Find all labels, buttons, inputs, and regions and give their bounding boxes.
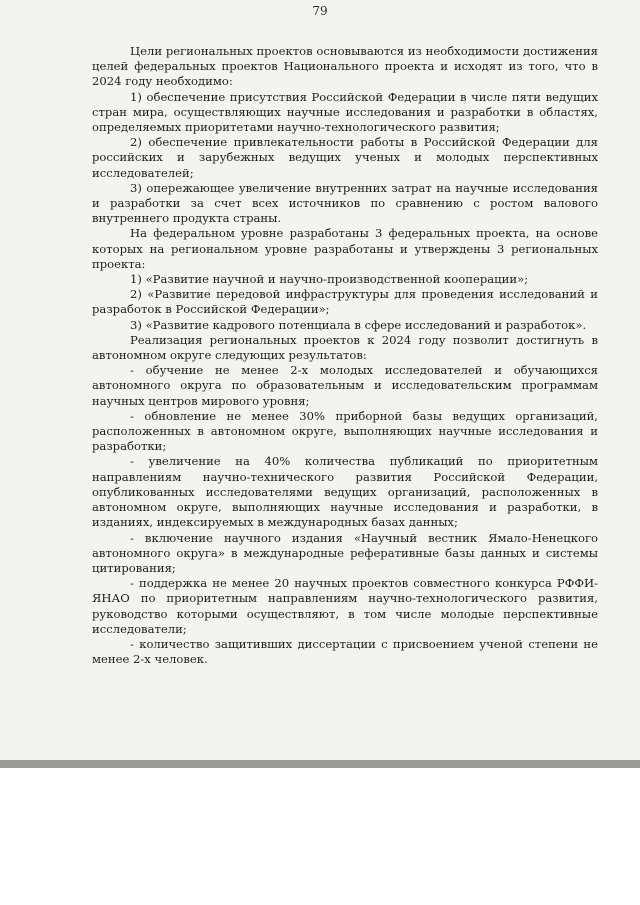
result-item-6: - количество защитивших диссертации с присвоением ученой степени не менее 2-х человек. <box>92 636 598 667</box>
project-item-1: 1) «Развитие научной и научно-производственной кооперации»; <box>130 272 529 287</box>
project-item-2: 2) «Развитие передовой инфраструктуры для проведения исследований и разработок в Российской Федерации»; <box>92 287 598 317</box>
goal-item-3: 3) опережающее увеличение внутренних затрат на научные исследования и разработки за счет всех источников по сравнению с ростом валового внутреннего продукта страны. <box>92 180 598 226</box>
result-item-2: - обновление не менее 30% приборной базы ведущих организаций, расположенных в автономном округе, выполняющих научные исследования и разработки; <box>92 408 598 454</box>
result-item-1: - обучение не менее 2-х молодых исследователей и обучающихся автономного округа по образовательным и исследовательским программам научных центров мирового уровня; <box>92 363 598 408</box>
goal-item-2: 2) обеспечение привлекательности работы в Российской Федерации для российских и зарубежных ведущих ученых и молодых перспективных исследователей; <box>92 135 598 180</box>
document-body <box>92 44 598 667</box>
result-item-4: - включение научного издания «Научный вестник Ямало-Ненецкого автономного округа» в международные реферативные базы данных и системы цитирования; <box>92 530 598 575</box>
federal-projects-paragraph: На федеральном уровне разработаны 3 федеральных проекта, на основе которых на региональном уровне разработаны и утверждены 3 региональных проекта: <box>92 226 598 271</box>
results-intro-paragraph: Реализация региональных проектов к 2024 году позволит достигнуть в автономном округе следующих результатов: <box>92 332 598 363</box>
scan-bottom-edge <box>0 760 640 768</box>
intro-paragraph: Цели региональных проектов основываются из необходимости достижения целей федеральных проектов Национального проекта и исходят из того, что в 2024 году необходимо: <box>92 44 598 89</box>
result-item-3: - увеличение на 40% количества публикаций по приоритетным направлениям научно-технического развития Российской Федерации, опубликованных исследователями ведущих организаций, расположенных в автономном округе, выполняющих научные исследования и разработки, в изданиях, индексируемых в международных базах данных; <box>92 454 598 530</box>
page-number: 79 <box>312 4 328 18</box>
goal-item-1: 1) обеспечение присутствия Российской Федерации в числе пяти ведущих стран мира, осуществляющих научные исследования и разработки в областях, определяемых приоритетами научно-технологического развития; <box>92 89 598 135</box>
project-item-3: 3) «Развитие кадрового потенциала в сфере исследований и разработок». <box>130 317 587 332</box>
result-item-5: - поддержка не менее 20 научных проектов совместного конкурса РФФИ-ЯНАО по приоритетным направлениям научно-технологического развития, руководство которыми осуществляют, в том числе молодые перспективные исследователи; <box>92 576 598 636</box>
